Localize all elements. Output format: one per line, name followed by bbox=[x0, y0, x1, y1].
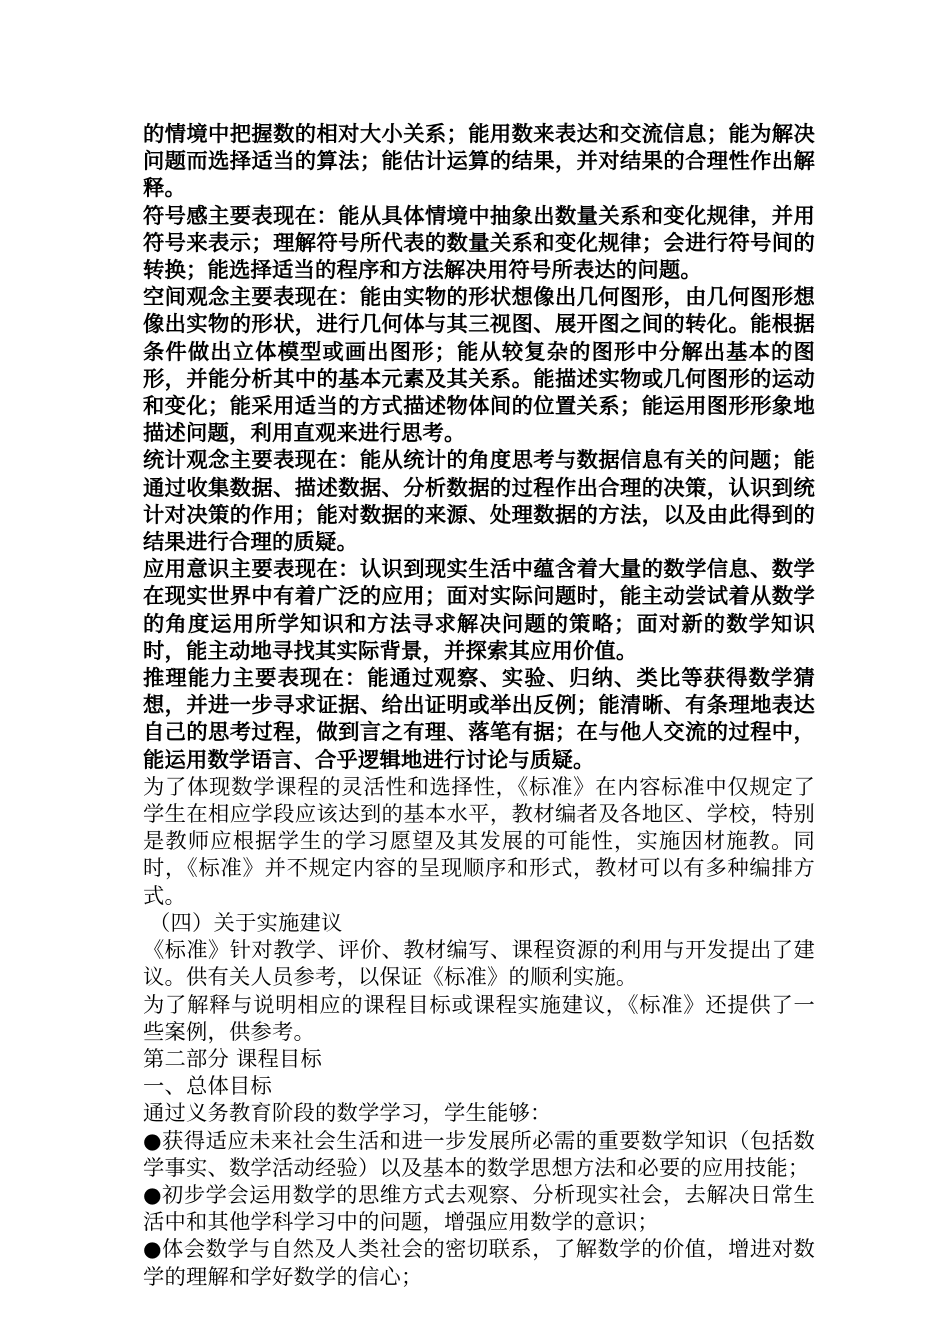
paragraph-cases: 为了解释与说明相应的课程目标或课程实施建议，《标准》还提供了一些案例，供参考。 bbox=[143, 992, 815, 1045]
paragraph-application-awareness: 应用意识主要表现在：认识到现实生活中蕴含着大量的数学信息、数学在现实世界中有着广泛的应用；面对实际问题时，能主动尝试着从数学的角度运用所学知识和方法寻求解决问题的策略；面对新的数学知识时，能主动地寻找其实际背景，并探索其应用价值。 bbox=[143, 557, 815, 664]
paragraph-statistics-concept: 统计观念主要表现在：能从统计的角度思考与数据信息有关的问题；能通过收集数据、描述数据、分析数据的过程作出合理的决策，认识到统计对决策的作用；能对数据的来源、处理数据的方法，以及由此得到的结果进行合理的质疑。 bbox=[143, 448, 815, 556]
bullet-item: ●初步学会运用数学的思维方式去观察、分析现实社会，去解决日常生活中和其他学科学习中的问题，增强应用数学的意识； bbox=[143, 1182, 815, 1236]
heading-overall-goals: 一、总体目标 bbox=[143, 1074, 272, 1100]
paragraph-spatial-concept: 空间观念主要表现在：能由实物的形状想像出几何图形，由几何图形想像出实物的形状，进行几何体与其三视图、展开图之间的转化。能根据条件做出立体模型或画出图形；能从较复杂的图形中分解出基本的图形，并能分析其中的基本元素及其关系。能描述实物或几何图形的运动和变化；能采用适当的方式描述物体间的位置关系；能运用图形形象地描述问题，利用直观来进行思考。 bbox=[143, 285, 815, 447]
document-page bbox=[143, 121, 815, 1291]
paragraph-intro: 通过义务教育阶段的数学学习，学生能够： bbox=[143, 1101, 552, 1127]
paragraph-flexibility: 为了体现数学课程的灵活性和选择性，《标准》在内容标准中仅规定了学生在相应学段应该达到的基本水平，教材编者及各地区、学校，特别是教师应根据学生的学习愿望及其发展的可能性，实施因材施教。同时，《标准》并不规定内容的呈现顺序和形式，教材可以有多种编排方式。 bbox=[143, 774, 815, 909]
heading-implementation-suggestions: （四）关于实施建议 bbox=[149, 910, 343, 936]
bullet-item: ●体会数学与自然及人类社会的密切联系，了解数学的价值，增进对数学的理解和学好数学的信心； bbox=[143, 1237, 815, 1290]
heading-part-two: 第二部分 课程目标 bbox=[143, 1046, 322, 1072]
paragraph-reasoning-ability: 推理能力主要表现在：能通过观察、实验、归纳、类比等获得数学猜想，并进一步寻求证据、给出证明或举出反例；能清晰、有条理地表达自己的思考过程，做到言之有理、落笔有据；在与他人交流的过程中，能运用数学语言、合乎逻辑地进行讨论与质疑。 bbox=[143, 666, 815, 773]
paragraph-number-sense: 的情境中把握数的相对大小关系；能用数来表达和交流信息；能为解决问题而选择适当的算法；能估计运算的结果，并对结果的合理性作出解释。 bbox=[143, 122, 815, 202]
paragraph-symbol-sense: 符号感主要表现在：能从具体情境中抽象出数量关系和变化规律，并用符号来表示；理解符号所代表的数量关系和变化规律；会进行符号间的转换；能选择适当的程序和方法解决用符号所表达的问题。 bbox=[143, 203, 815, 284]
paragraph-suggestions: 《标准》针对教学、评价、教材编写、课程资源的利用与开发提出了建议。供有关人员参考，以保证《标准》的顺利实施。 bbox=[143, 938, 815, 991]
bullet-item: ●获得适应未来社会生活和进一步发展所必需的重要数学知识（包括数学事实、数学活动经验）以及基本的数学思想方法和必要的应用技能； bbox=[143, 1128, 815, 1181]
